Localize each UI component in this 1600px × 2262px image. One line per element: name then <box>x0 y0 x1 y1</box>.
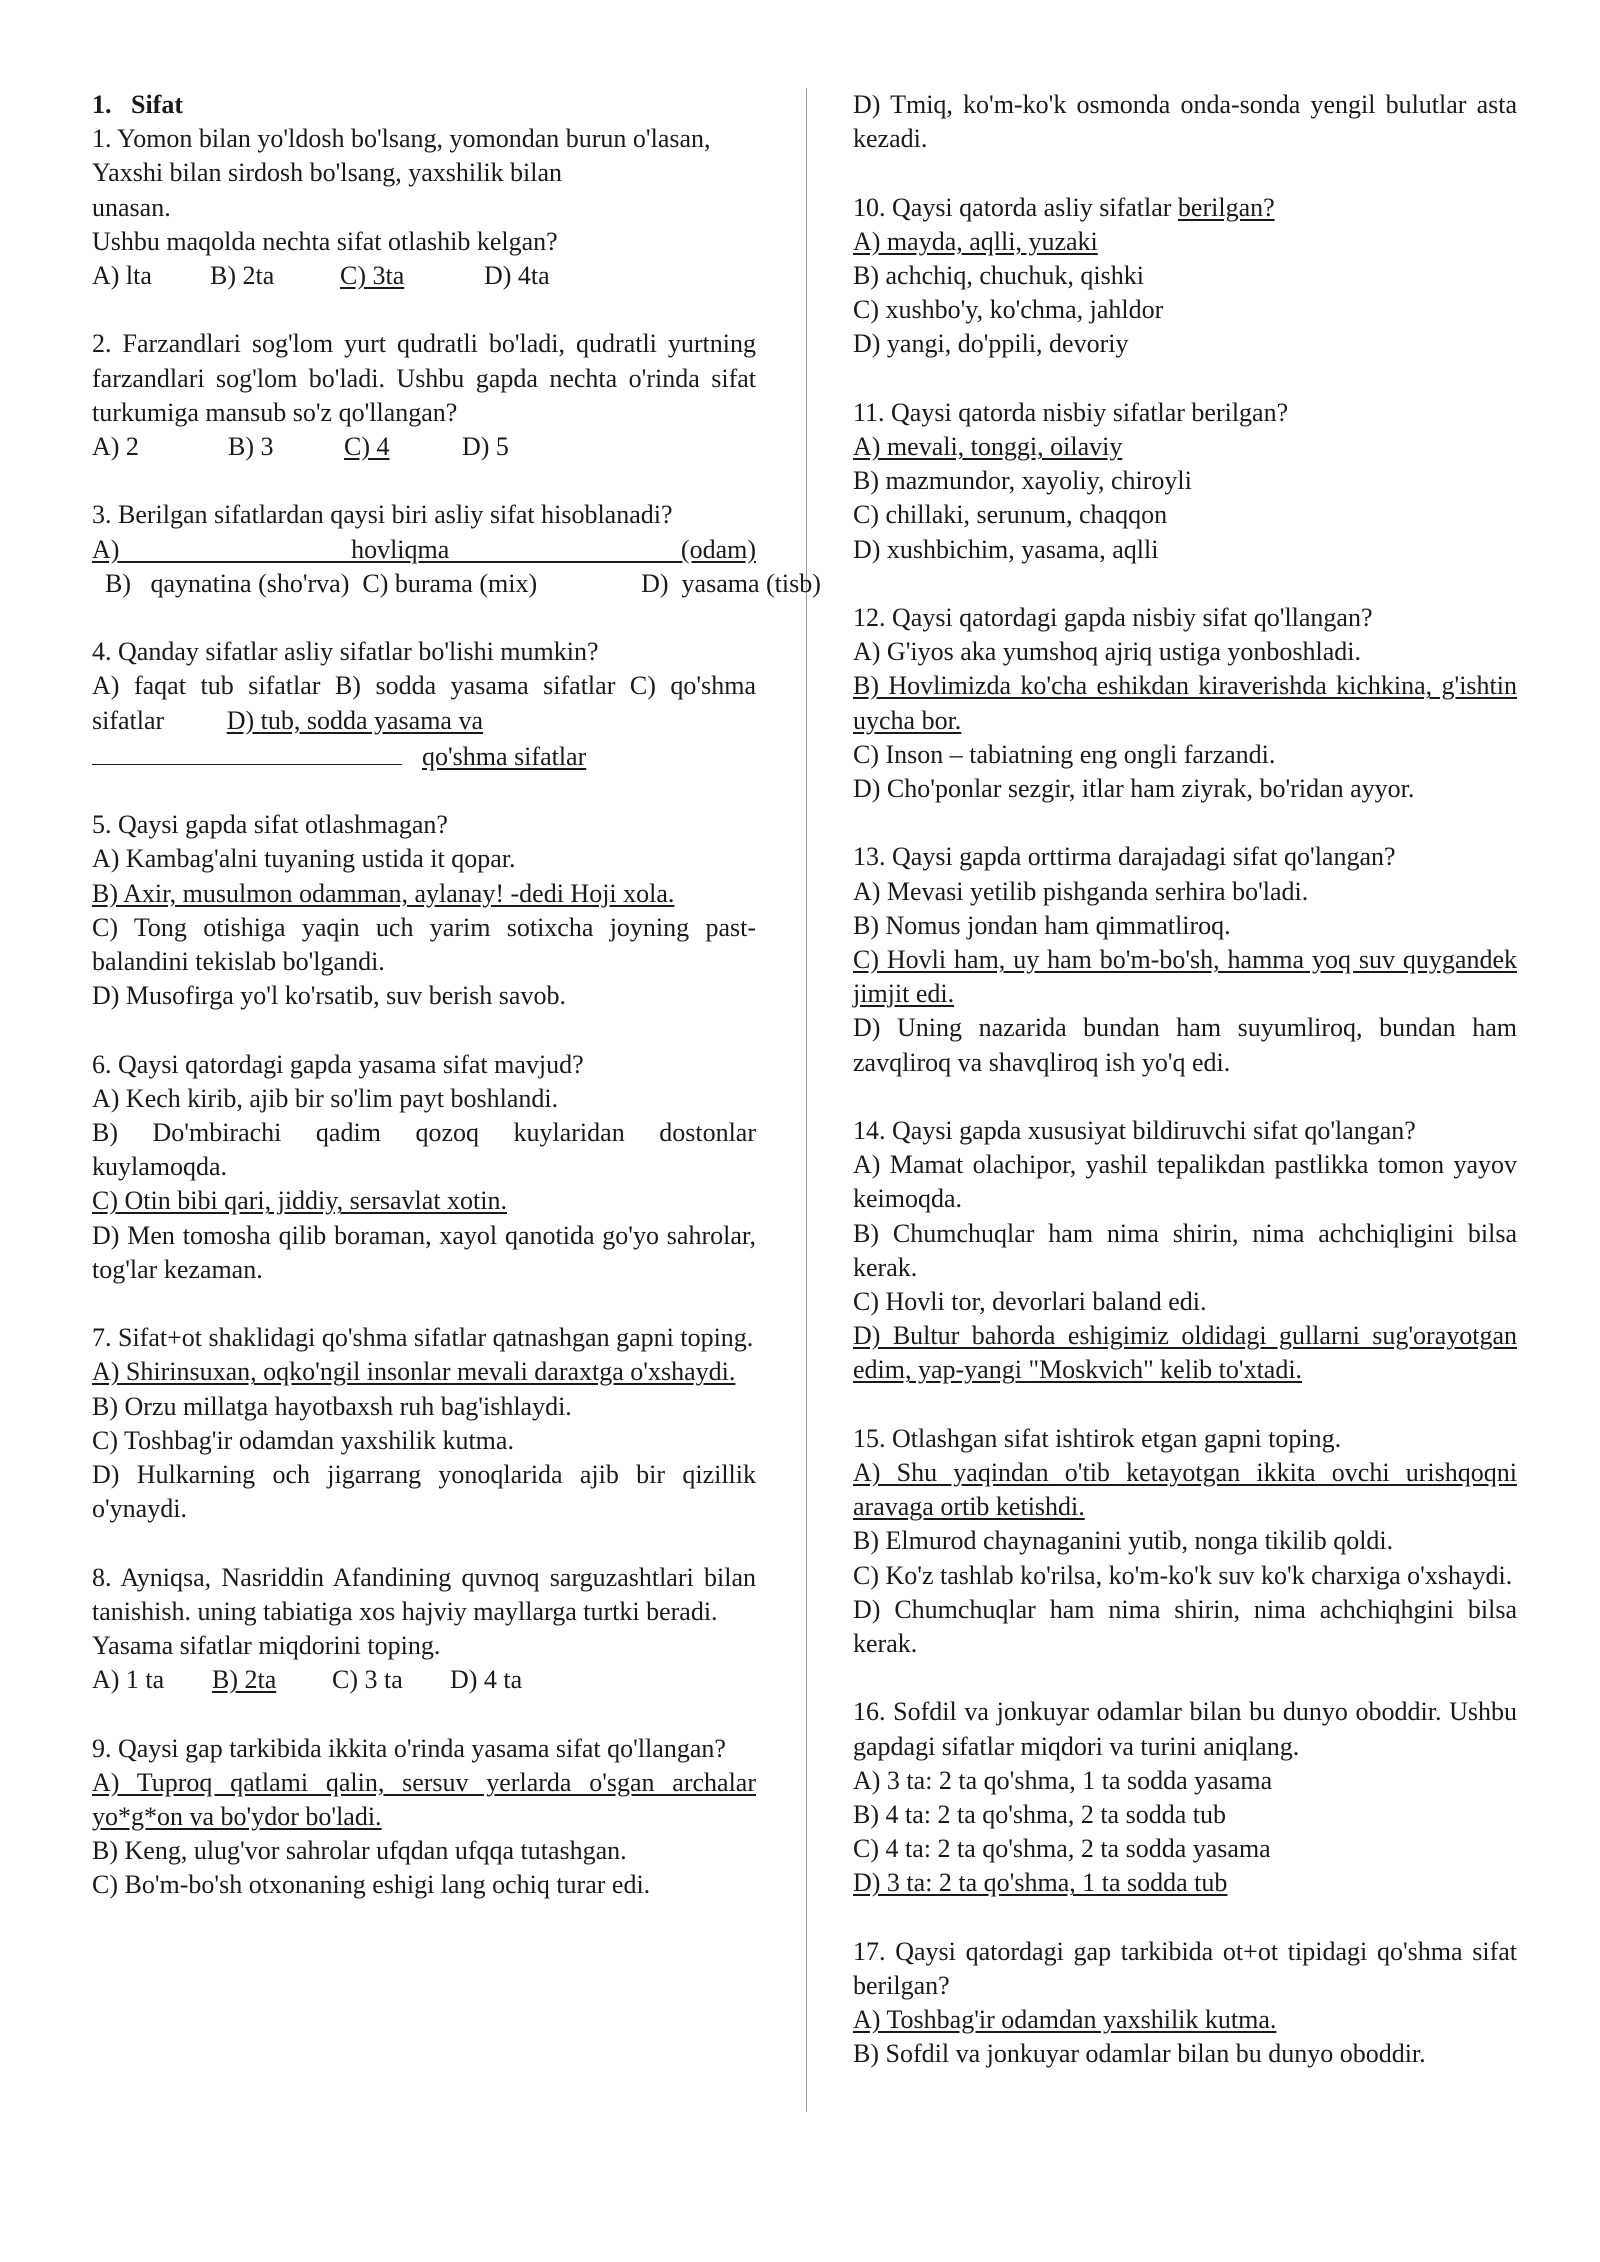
q4-option-d-answer: D) tub, sodda yasama va <box>226 705 484 735</box>
question-3 <box>92 498 821 601</box>
question-1 <box>92 122 756 293</box>
q6-option-d: D) Men tomosha qilib boraman, xayol qanotida go'yo sahrolar, tog'lar kezaman. <box>92 1220 756 1284</box>
question-8-prompt: Yasama sifatlar miqdorini toping. <box>92 1631 441 1661</box>
question-11-text: 11. Qaysi qatorda nisbiy sifatlar berilgan? <box>853 397 1289 427</box>
q4-option-d-answer-cont: qo'shma sifatlar <box>422 741 587 771</box>
q5-option-b-answer: B) Axir, musulmon odamman, aylanay! -dedi Hoji xola. <box>92 878 675 908</box>
q15-option-a-answer: A) Shu yaqindan o'tib ketayotgan ikkita ovchi urishqoqni aravaga ortib ketishdi. <box>853 1458 1517 1522</box>
q2-option-c-answer: C) 4 <box>344 432 390 462</box>
q8-option-d: D) 4 ta <box>450 1665 523 1695</box>
q11-option-a-answer: A) mevali, tonggi, oilaviy <box>853 432 1123 461</box>
q6-option-a: A) Kech kirib, ajib bir so'lim payt boshlandi. <box>92 1083 559 1113</box>
q9-option-d: D) Tmiq, ko'm-ko'k osmonda onda-sonda yengil bulutlar asta kezadi. <box>853 90 1517 154</box>
q12-option-b-answer: B) Hovlimizda ko'cha eshikdan kiraverishda kichkina, g'ishtin uycha bor. <box>853 671 1517 735</box>
q7-option-a-answer: A) Shirinsuxan, oqko'ngil insonlar mevali daraxtga o'xshaydi. <box>92 1357 736 1387</box>
q10-option-b: B) achchiq, chuchuk, qishki <box>853 261 1144 290</box>
q2-option-b: B) 3 <box>228 432 274 462</box>
right-column <box>853 88 1517 2072</box>
q14-option-a: A) Mamat olachipor, yashil tepalikdan pastlikka tomon yayov keimoqda. <box>853 1150 1517 1214</box>
q11-option-c: C) chillaki, serunum, chaqqon <box>853 500 1168 530</box>
q7-option-b: B) Orzu millatga hayotbaxsh ruh bag'ishlaydi. <box>92 1391 572 1421</box>
q16-option-c: C) 4 ta: 2 ta qo'shma, 2 ta sodda yasama <box>853 1834 1271 1864</box>
q16-option-a: A) 3 ta: 2 ta qo'shma, 1 ta sodda yasama <box>853 1765 1273 1795</box>
question-14 <box>853 1114 1517 1388</box>
question-17 <box>853 1935 1517 2072</box>
question-4-text: 4. Qanday sifatlar asliy sifatlar bo'lishi mumkin? <box>92 637 599 667</box>
q13-option-a: A) Mevasi yetilib pishganda serhira bo'ladi. <box>853 876 1309 906</box>
q15-option-b: B) Elmurod chaynaganini yutib, nonga tikilib qoldi. <box>853 1526 1394 1556</box>
q10-option-d: D) yangi, do'ppili, devoriy <box>853 329 1129 359</box>
q4-option-abc: A) faqat tub sifatlar B) sodda yasama sifatlar C) qo'shma sifatlar <box>92 671 756 735</box>
q6-option-b: B) Do'mbirachi qadim qozoq kuylaridan dostonlar kuylamoqda. <box>92 1118 756 1182</box>
question-10-text-main: 10. Qaysi qatorda asliy sifatlar <box>853 192 1178 222</box>
q12-option-c: C) Inson – tabiatning eng ongli farzandi. <box>853 739 1276 769</box>
q17-option-a-answer: A) Toshbag'ir odamdan yaxshilik kutma. <box>853 2005 1277 2035</box>
q17-option-b: B) Sofdil va jonkuyar odamlar bilan bu dunyo oboddir. <box>853 2039 1426 2069</box>
question-9 <box>92 1732 756 1903</box>
q1-option-c-answer: C) 3ta <box>340 261 405 291</box>
question-10-text <box>853 191 1517 225</box>
q5-option-d: D) Musofirga yo'l ko'rsatib, suv berish savob. <box>92 981 566 1011</box>
question-14-text: 14. Qaysi gapda xususiyat bildiruvchi sifat qo'langan? <box>853 1116 1416 1146</box>
q1-option-d: D) 4ta <box>484 261 550 291</box>
question-8-text: 8. Ayniqsa, Nasriddin Afandining quvnoq sarguzashtlari bilan tanishish. uning tabiatiga xos hajviy mayllarga turtki beradi. <box>92 1562 756 1626</box>
q15-option-c: C) Ko'z tashlab ko'rilsa, ko'm-ko'k suv ko'k charxiga o'xshaydi. <box>853 1560 1513 1590</box>
left-column <box>92 88 821 1903</box>
q13-option-d: D) Uning nazarida bundan ham suyumliroq, bundan ham zavqliroq va shavqliroq ish yo'q edi. <box>853 1013 1517 1077</box>
q13-option-c-answer: C) Hovli ham, uy ham bo'm-bo'sh, hamma yoq suv quygandek jimjit edi. <box>853 945 1517 1009</box>
q9-option-a-answer: A) Tuproq qatlami qalin, sersuv yerlarda o'sgan archalar yo*g*on va bo'ydor bo'ladi. <box>92 1767 756 1832</box>
q7-option-c: C) Toshbag'ir odamdan yaxshilik kutma. <box>92 1425 514 1455</box>
question-17-text: 17. Qaysi qatordagi gap tarkibida ot+ot tipidagi qo'shma sifat berilgan? <box>853 1936 1517 2001</box>
question-8 <box>92 1561 756 1698</box>
q14-option-c: C) Hovli tor, devorlari baland edi. <box>853 1287 1207 1317</box>
answer-underline <box>92 738 402 765</box>
question-1-line-1: 1. Yomon bilan yo'ldosh bo'lsang, yomondan burun o'lasan, <box>92 124 711 154</box>
question-3-options <box>92 533 821 601</box>
question-16-text: 16. Sofdil va jonkuyar odamlar bilan bu dunyo oboddir. Ushbu gapdagi sifatlar miqdori va turini aniqlang. <box>853 1697 1517 1761</box>
q14-option-b: B) Chumchuqlar ham nima shirin, nima achchiqligini bilsa kerak. <box>853 1218 1517 1282</box>
q13-option-b: B) Nomus jondan ham qimmatliroq. <box>853 910 1231 940</box>
question-7 <box>92 1321 756 1526</box>
question-10 <box>853 191 1517 362</box>
question-2-options <box>92 430 756 464</box>
q1-option-b: B) 2ta <box>210 261 275 291</box>
question-3-text: 3. Berilgan sifatlardan qaysi biri asliy sifat hisoblanadi? <box>92 500 673 530</box>
q3-option-d: D) yasama (tisb) <box>641 568 821 598</box>
question-1-line-4: Ushbu maqolda nechta sifat otlashib kelgan? <box>92 226 558 256</box>
question-6 <box>92 1048 756 1287</box>
q15-option-d: D) Chumchuqlar ham nima shirin, nima achchiqhgini bilsa kerak. <box>853 1594 1517 1659</box>
q9-option-c: C) Bo'm-bo'sh otxonaning eshigi lang ochiq turar edi. <box>92 1870 651 1900</box>
q3-option-bc: B) qaynatina (sho'rva) C) burama (mix) <box>92 568 538 598</box>
q2-option-d: D) 5 <box>462 432 509 462</box>
column-divider <box>806 88 807 2112</box>
q12-option-d: D) Cho'ponlar sezgir, itlar ham ziyrak, bo'ridan ayyor. <box>853 774 1415 804</box>
question-1-options <box>92 259 756 293</box>
q11-option-d: D) xushbichim, yasama, aqlli <box>853 534 1159 564</box>
q8-option-a: A) 1 ta <box>92 1665 165 1695</box>
question-9-text: 9. Qaysi gap tarkibida ikkita o'rinda yasama sifat qo'llangan? <box>92 1733 726 1763</box>
question-1-line-3: unasan. <box>92 192 171 222</box>
q9-option-b: B) Keng, ulug'vor sahrolar ufqdan ufqqa tutashgan. <box>92 1836 627 1866</box>
q16-option-b: B) 4 ta: 2 ta qo'shma, 2 ta sodda tub <box>853 1800 1226 1830</box>
question-4-option-d-cont <box>92 738 756 774</box>
question-4 <box>92 635 756 774</box>
question-4-options <box>92 669 756 737</box>
question-11 <box>853 396 1517 567</box>
q6-option-c-answer: C) Otin bibi qari, jiddiy, sersavlat xotin. <box>92 1186 507 1216</box>
q16-option-d-answer: D) 3 ta: 2 ta qo'shma, 1 ta sodda tub <box>853 1868 1228 1898</box>
q5-option-a: A) Kambag'alni tuyaning ustida it qopar. <box>92 844 516 874</box>
q7-option-d: D) Hulkarning och jigarrang yonoqlarida ajib bir qizillik o'ynaydi. <box>92 1460 756 1524</box>
question-2-text: 2. Farzandlari sog'lom yurt qudratli bo'ladi, qudratli yurtning farzandlari sog'lom bo'ladi. Ushbu gapda nechta o'rinda sifat turkumiga mansub so'z qo'llangan? <box>92 329 756 427</box>
section-title: 1. Sifat <box>92 90 183 119</box>
question-7-text: 7. Sifat+ot shaklidagi qo'shma sifatlar qatnashgan gapni toping. <box>92 1323 754 1353</box>
question-5-text: 5. Qaysi gapda sifat otlashmagan? <box>92 810 448 840</box>
q14-option-d-answer: D) Bultur bahorda eshigimiz oldidagi gullarni sug'orayotgan edim, yap-yangi "Moskvich" kelib to'xtadi. <box>853 1321 1517 1385</box>
q11-option-b: B) mazmundor, xayoliy, chiroyli <box>853 466 1192 496</box>
q3-option-a-answer: A) hovliqma (odam) <box>92 534 756 564</box>
question-13-text: 13. Qaysi gapda orttirma darajadagi sifat qo'langan? <box>853 842 1396 872</box>
q1-option-a: A) lta <box>92 261 152 291</box>
q8-option-c: C) 3 ta <box>332 1665 403 1695</box>
q8-option-b-answer: B) 2ta <box>212 1665 277 1695</box>
q10-option-c: C) xushbo'y, ko'chma, jahldor <box>853 295 1164 325</box>
question-1-line-2: Yaxshi bilan sirdosh bo'lsang, yaxshilik bilan <box>92 158 563 188</box>
question-2 <box>92 327 756 464</box>
q12-option-a: A) G'iyos aka yumshoq ajriq ustiga yonboshladi. <box>853 637 1362 667</box>
question-13 <box>853 840 1517 1079</box>
question-12 <box>853 601 1517 806</box>
q5-option-c: C) Tong otishiga yaqin uch yarim sotixcha joyning past-balandini tekislab bo'lgandi. <box>92 912 756 977</box>
question-5 <box>92 808 756 1013</box>
q2-option-a: A) 2 <box>92 432 139 462</box>
question-16 <box>853 1695 1517 1900</box>
q10-option-a-answer: A) mayda, aqlli, yuzaki <box>853 226 1098 256</box>
question-8-options <box>92 1663 756 1697</box>
question-6-text: 6. Qaysi qatordagi gapda yasama sifat mavjud? <box>92 1049 584 1079</box>
question-10-text-underlined: berilgan? <box>1177 192 1275 222</box>
question-15-text: 15. Otlashgan sifat ishtirok etgan gapni toping. <box>853 1423 1342 1453</box>
question-12-text: 12. Qaysi qatordagi gapda nisbiy sifat qo'llangan? <box>853 603 1373 632</box>
question-15 <box>853 1422 1517 1661</box>
